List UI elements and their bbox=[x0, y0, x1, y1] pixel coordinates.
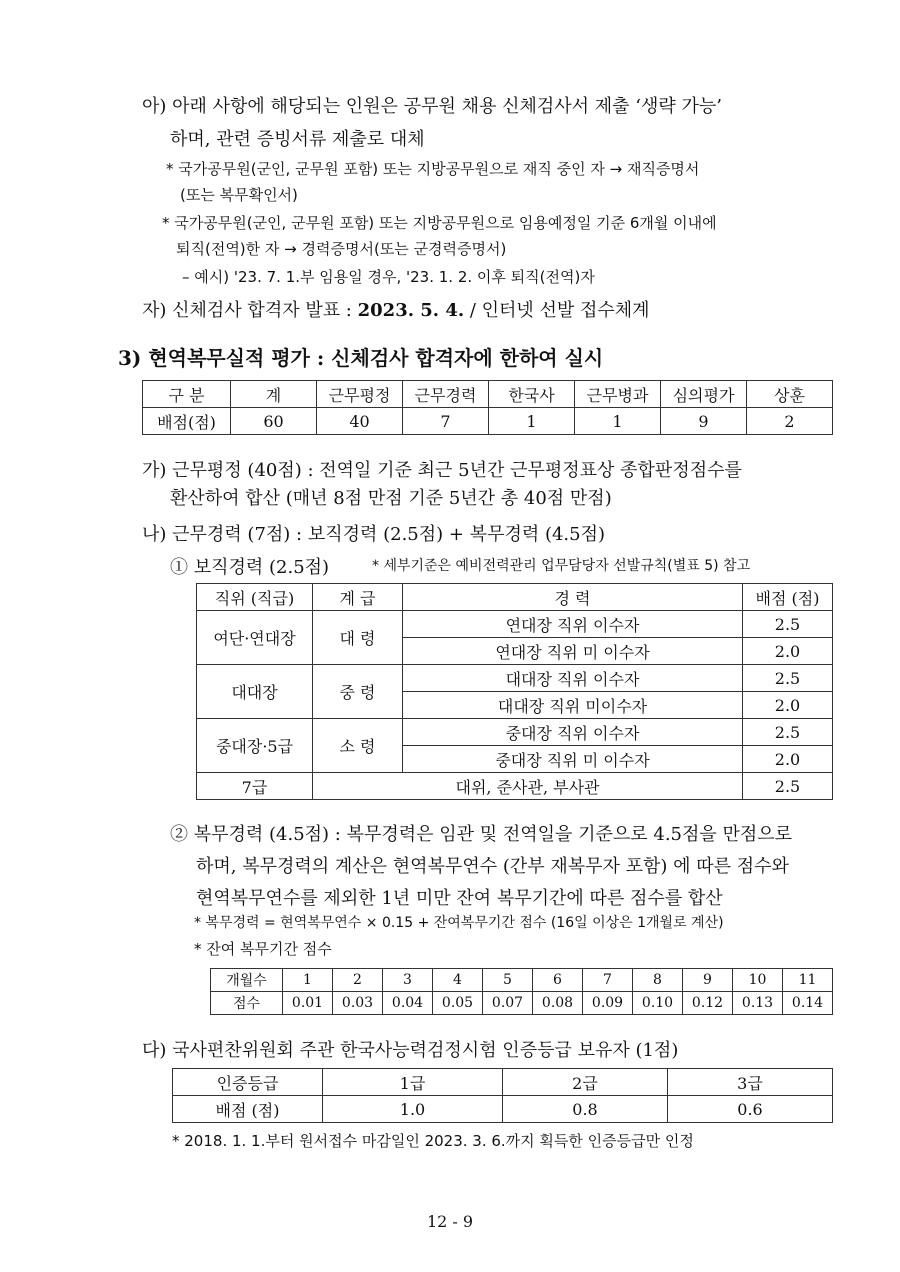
table-row bbox=[197, 719, 833, 746]
page-number: 12 - 9 bbox=[426, 1212, 474, 1231]
post-score: 2.0 bbox=[743, 638, 833, 665]
section-ja-date: 2023. 5. 4. bbox=[357, 300, 465, 321]
section-ga-line1 bbox=[142, 456, 742, 482]
score-table bbox=[142, 380, 833, 435]
section-a-line2: 하며, 관련 증빙서류 제출로 대체 bbox=[170, 129, 425, 150]
post-career: 대위, 준사관, 부사관 bbox=[313, 773, 743, 800]
post-position: 여단·연대장 bbox=[197, 611, 313, 665]
post-score: 2.5 bbox=[743, 665, 833, 692]
section-a-text1: 아래 사항에 해당되는 인원은 공무원 채용 신체검사서 제출 ‘생략 가능’ bbox=[172, 96, 722, 117]
month-score-cell: 0.07 bbox=[483, 992, 533, 1015]
month-score-cell: 0.05 bbox=[433, 992, 483, 1015]
post-position: 7급 bbox=[197, 773, 313, 800]
sub2-line1: ② 복무경력 (4.5점) : 복무경력은 임관 및 전역일을 기준으로 4.5점을 만점으로 bbox=[170, 824, 793, 845]
post-header-cell: 직위 (직급) bbox=[197, 584, 313, 611]
grade-header-cell: 3급 bbox=[668, 1069, 833, 1096]
month-label: 개월수 bbox=[211, 969, 283, 992]
section-ja-marker: 자) bbox=[142, 300, 167, 321]
section-ja-suffix: / 인터넷 선발 접수체계 bbox=[469, 300, 650, 321]
table-row bbox=[197, 773, 833, 800]
post-career: 중대장 직위 이수자 bbox=[403, 719, 743, 746]
grade-cell: 1.0 bbox=[323, 1096, 503, 1123]
post-score: 2.5 bbox=[743, 611, 833, 638]
score-header-cell: 심의평가 bbox=[661, 381, 747, 408]
month-row bbox=[211, 969, 833, 992]
grade-table bbox=[172, 1068, 833, 1123]
post-score: 2.0 bbox=[743, 692, 833, 719]
section-da-text: 국사편찬위원회 주관 한국사능력검정시험 인증등급 보유자 (1점) bbox=[172, 1040, 679, 1061]
score-cell: 1 bbox=[489, 408, 575, 435]
month-score-cell: 0.10 bbox=[633, 992, 683, 1015]
score-header-cell: 계 bbox=[231, 381, 317, 408]
month-cell: 2 bbox=[333, 969, 383, 992]
post-rank: 중 령 bbox=[313, 665, 403, 719]
sub2-line2: 하며, 복무경력의 계산은 현역복무연수 (간부 재복무자 포함) 에 따른 점수와 bbox=[196, 856, 789, 877]
section-a-note2c: – 예시) '23. 7. 1.부 임용일 경우, '23. 1. 2. 이후 퇴직(전역)자 bbox=[182, 268, 595, 286]
section-da-marker: 다) bbox=[142, 1040, 167, 1061]
post-career: 대대장 직위 미이수자 bbox=[403, 692, 743, 719]
score-table-header bbox=[143, 381, 833, 408]
post-career: 중대장 직위 미 이수자 bbox=[403, 746, 743, 773]
section-a-marker: 아) bbox=[142, 96, 167, 117]
score-cell: 40 bbox=[317, 408, 403, 435]
month-cell: 9 bbox=[683, 969, 733, 992]
month-score-label: 점수 bbox=[211, 992, 283, 1015]
month-cell: 5 bbox=[483, 969, 533, 992]
post-career: 연대장 직위 미 이수자 bbox=[403, 638, 743, 665]
month-cell: 1 bbox=[283, 969, 333, 992]
section-da-line bbox=[142, 1036, 678, 1062]
score-table-row bbox=[143, 408, 833, 435]
score-header-cell: 근무평정 bbox=[317, 381, 403, 408]
post-header-cell: 경 력 bbox=[403, 584, 743, 611]
month-cell: 7 bbox=[583, 969, 633, 992]
post-header-cell: 배점 (점) bbox=[743, 584, 833, 611]
post-rank: 대 령 bbox=[313, 611, 403, 665]
post-score: 2.5 bbox=[743, 719, 833, 746]
grade-header-cell: 1급 bbox=[323, 1069, 503, 1096]
grade-header-cell: 2급 bbox=[503, 1069, 668, 1096]
grade-cell: 배점 (점) bbox=[173, 1096, 323, 1123]
section-a-line1 bbox=[142, 92, 722, 118]
section-a-note1a: * 국가공무원(군인, 군무원 포함) 또는 지방공무원으로 재직 중인 자 → 재직증명서 bbox=[166, 160, 700, 178]
section-a-note1b: (또는 복무확인서) bbox=[180, 186, 298, 204]
post-header-cell: 계 급 bbox=[313, 584, 403, 611]
table-row bbox=[197, 611, 833, 638]
post-career: 연대장 직위 이수자 bbox=[403, 611, 743, 638]
section-na-line bbox=[142, 520, 605, 546]
sub1-title: ① 보직경력 (2.5점) bbox=[170, 557, 330, 578]
final-note: * 2018. 1. 1.부터 원서접수 마감일인 2023. 3. 6.까지 획득한 인증등급만 인정 bbox=[172, 1132, 694, 1150]
month-cell: 3 bbox=[383, 969, 433, 992]
post-position: 중대장·5급 bbox=[197, 719, 313, 773]
score-header-cell: 상훈 bbox=[747, 381, 833, 408]
section-ja bbox=[142, 296, 650, 322]
month-cell: 6 bbox=[533, 969, 583, 992]
section-na-marker: 나) bbox=[142, 524, 167, 545]
sub2-note1: * 복무경력 = 현역복무연수 × 0.15 + 잔여복무기간 점수 (16일 이상은 1개월로 계산) bbox=[194, 915, 724, 931]
sub2-note2: * 잔여 복무기간 점수 bbox=[194, 940, 332, 958]
month-score-cell: 0.04 bbox=[383, 992, 433, 1015]
post-career: 대대장 직위 이수자 bbox=[403, 665, 743, 692]
score-cell: 60 bbox=[231, 408, 317, 435]
post-table-header bbox=[197, 584, 833, 611]
section-ja-prefix: 신체검사 합격자 발표 : bbox=[172, 300, 352, 321]
grade-cell: 0.6 bbox=[668, 1096, 833, 1123]
month-score-cell: 0.14 bbox=[783, 992, 833, 1015]
month-cell: 10 bbox=[733, 969, 783, 992]
section3-title: 3) 현역복무실적 평가 : 신체검사 합격자에 한하여 실시 bbox=[118, 346, 604, 370]
month-score-cell: 0.13 bbox=[733, 992, 783, 1015]
sub1-note: * 세부기준은 예비전력관리 업무담당자 선발규칙(별표 5) 참고 bbox=[372, 558, 751, 574]
score-cell: 1 bbox=[575, 408, 661, 435]
month-table bbox=[210, 968, 833, 1015]
month-cell: 8 bbox=[633, 969, 683, 992]
section-ga-text1: 근무평정 (40점) : 전역일 기준 최근 5년간 근무평정표상 종합판정점수를 bbox=[172, 460, 742, 481]
post-score: 2.5 bbox=[743, 773, 833, 800]
sub2-line3: 현역복무연수를 제외한 1년 미만 잔여 복무기간에 따른 점수를 합산 bbox=[196, 888, 723, 909]
post-score: 2.0 bbox=[743, 746, 833, 773]
section-na-text: 근무경력 (7점) : 보직경력 (2.5점) + 복무경력 (4.5점) bbox=[172, 524, 606, 545]
post-position: 대대장 bbox=[197, 665, 313, 719]
grade-header-cell: 인증등급 bbox=[173, 1069, 323, 1096]
score-header-cell: 한국사 bbox=[489, 381, 575, 408]
score-header-cell: 근무병과 bbox=[575, 381, 661, 408]
score-cell: 7 bbox=[403, 408, 489, 435]
month-score-cell: 0.01 bbox=[283, 992, 333, 1015]
month-score-row bbox=[211, 992, 833, 1015]
score-cell: 배점(점) bbox=[143, 408, 231, 435]
month-cell: 11 bbox=[783, 969, 833, 992]
score-header-cell: 근무경력 bbox=[403, 381, 489, 408]
score-cell: 2 bbox=[747, 408, 833, 435]
month-score-cell: 0.08 bbox=[533, 992, 583, 1015]
score-cell: 9 bbox=[661, 408, 747, 435]
section-ga-marker: 가) bbox=[142, 460, 167, 481]
month-cell: 4 bbox=[433, 969, 483, 992]
month-score-cell: 0.03 bbox=[333, 992, 383, 1015]
month-score-cell: 0.09 bbox=[583, 992, 633, 1015]
month-score-cell: 0.12 bbox=[683, 992, 733, 1015]
post-table bbox=[196, 583, 833, 800]
section-ga-line2: 환산하여 합산 (매년 8점 만점 기준 5년간 총 40점 만점) bbox=[170, 488, 612, 509]
section-a-note2b: 퇴직(전역)한 자 → 경력증명서(또는 군경력증명서) bbox=[176, 240, 507, 258]
table-row bbox=[197, 665, 833, 692]
grade-header-row bbox=[173, 1069, 833, 1096]
section-a-note2a: * 국가공무원(군인, 군무원 포함) 또는 지방공무원으로 임용예정일 기준 6개월 이내에 bbox=[162, 214, 717, 232]
grade-row bbox=[173, 1096, 833, 1123]
post-rank: 소 령 bbox=[313, 719, 403, 773]
grade-cell: 0.8 bbox=[503, 1096, 668, 1123]
score-header-cell: 구 분 bbox=[143, 381, 231, 408]
